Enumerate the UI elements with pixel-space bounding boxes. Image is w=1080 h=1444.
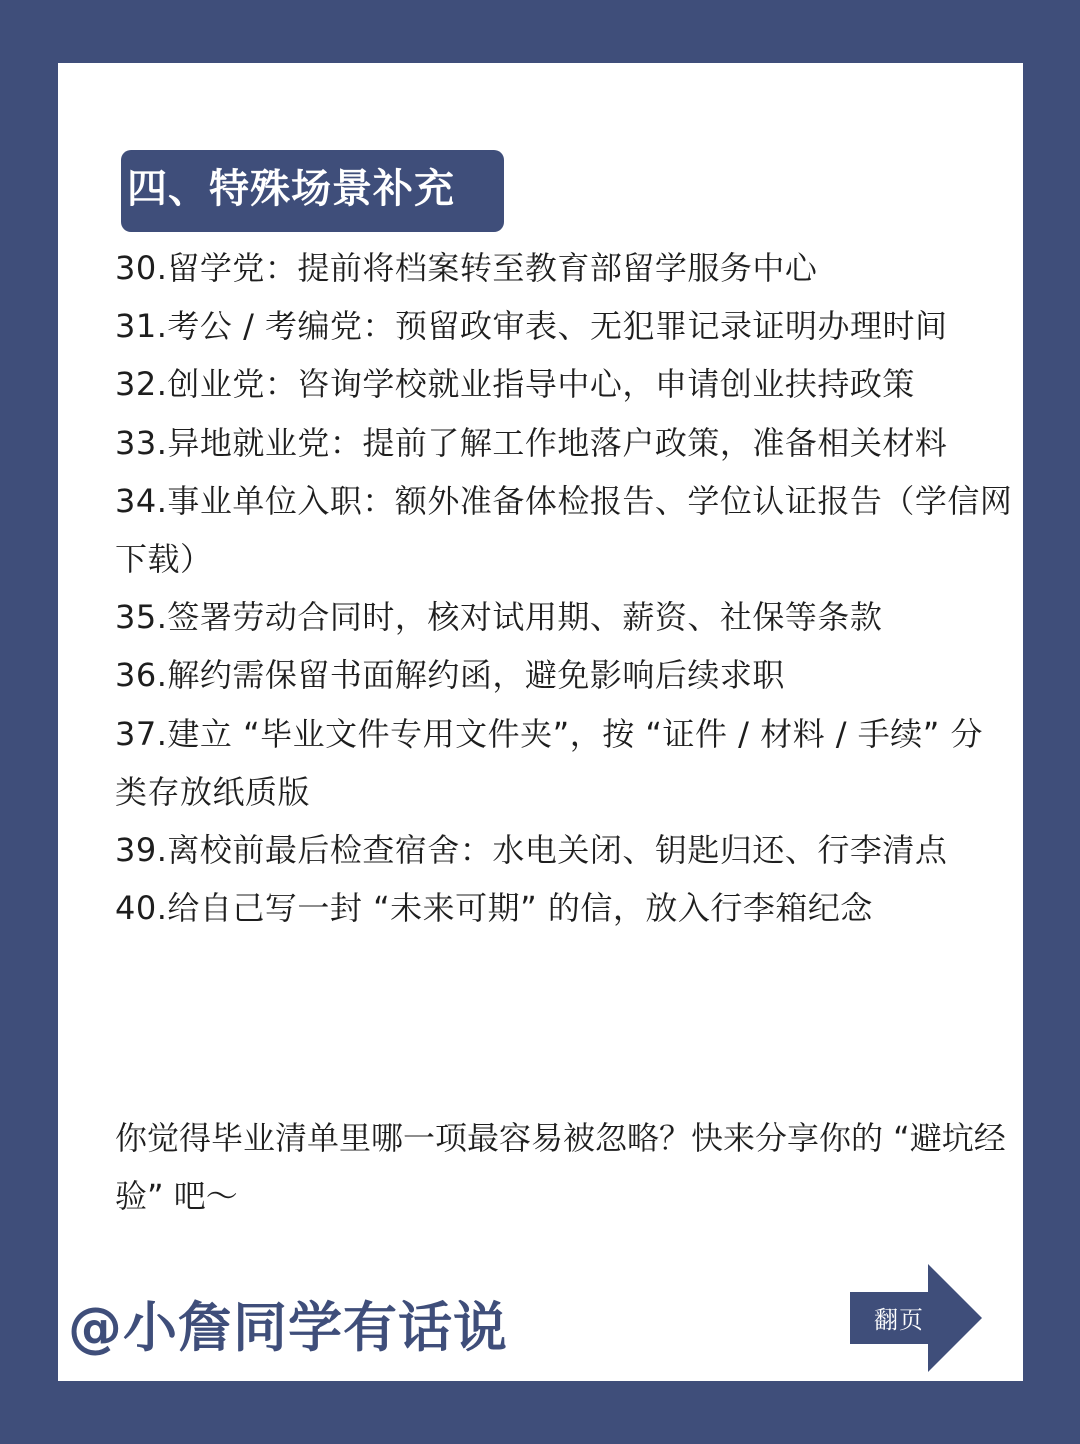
tip-item: 31.考公 / 考编党：预留政审表、无犯罪记录证明办理时间 [115,307,948,346]
engagement-question: 你觉得毕业清单里哪一项最容易被忽略？快来分享你的 “避坑经验” 吧～ [115,1119,1006,1215]
tip-item: 36.解约需保留书面解约函，避免影响后续求职 [115,656,785,695]
next-page-button[interactable] [850,1264,982,1372]
tip-item: 37.建立 “毕业文件专用文件夹”，按 “证件 / 材料 / 手续” 分类存放纸质版 [115,714,983,811]
tip-item: 40.给自己写一封 “未来可期” 的信，放入行李箱纪念 [115,889,873,928]
next-page-label: 翻页 [874,1306,924,1334]
tip-item: 39.离校前最后检查宿舍：水电关闭、钥匙归还、行李清点 [115,831,948,870]
tip-item: 32.创业党：咨询学校就业指导中心，申请创业扶持政策 [115,365,915,404]
tip-item: 30.留学党：提前将档案转至教育部留学服务中心 [115,249,818,287]
content-card [58,63,1023,1381]
tip-item: 34.事业单位入职：额外准备体检报告、学位认证报告（学信网下载） [115,481,1013,579]
author-handle: @小詹同学有话说 [68,1296,508,1359]
tips-list [115,239,1015,937]
tip-item: 35.签署劳动合同时，核对试用期、薪资、社保等条款 [115,598,883,637]
tip-item: 33.异地就业党：提前了解工作地落户政策，准备相关材料 [115,423,948,462]
section-title: 四、特殊场景补充 [121,150,504,232]
